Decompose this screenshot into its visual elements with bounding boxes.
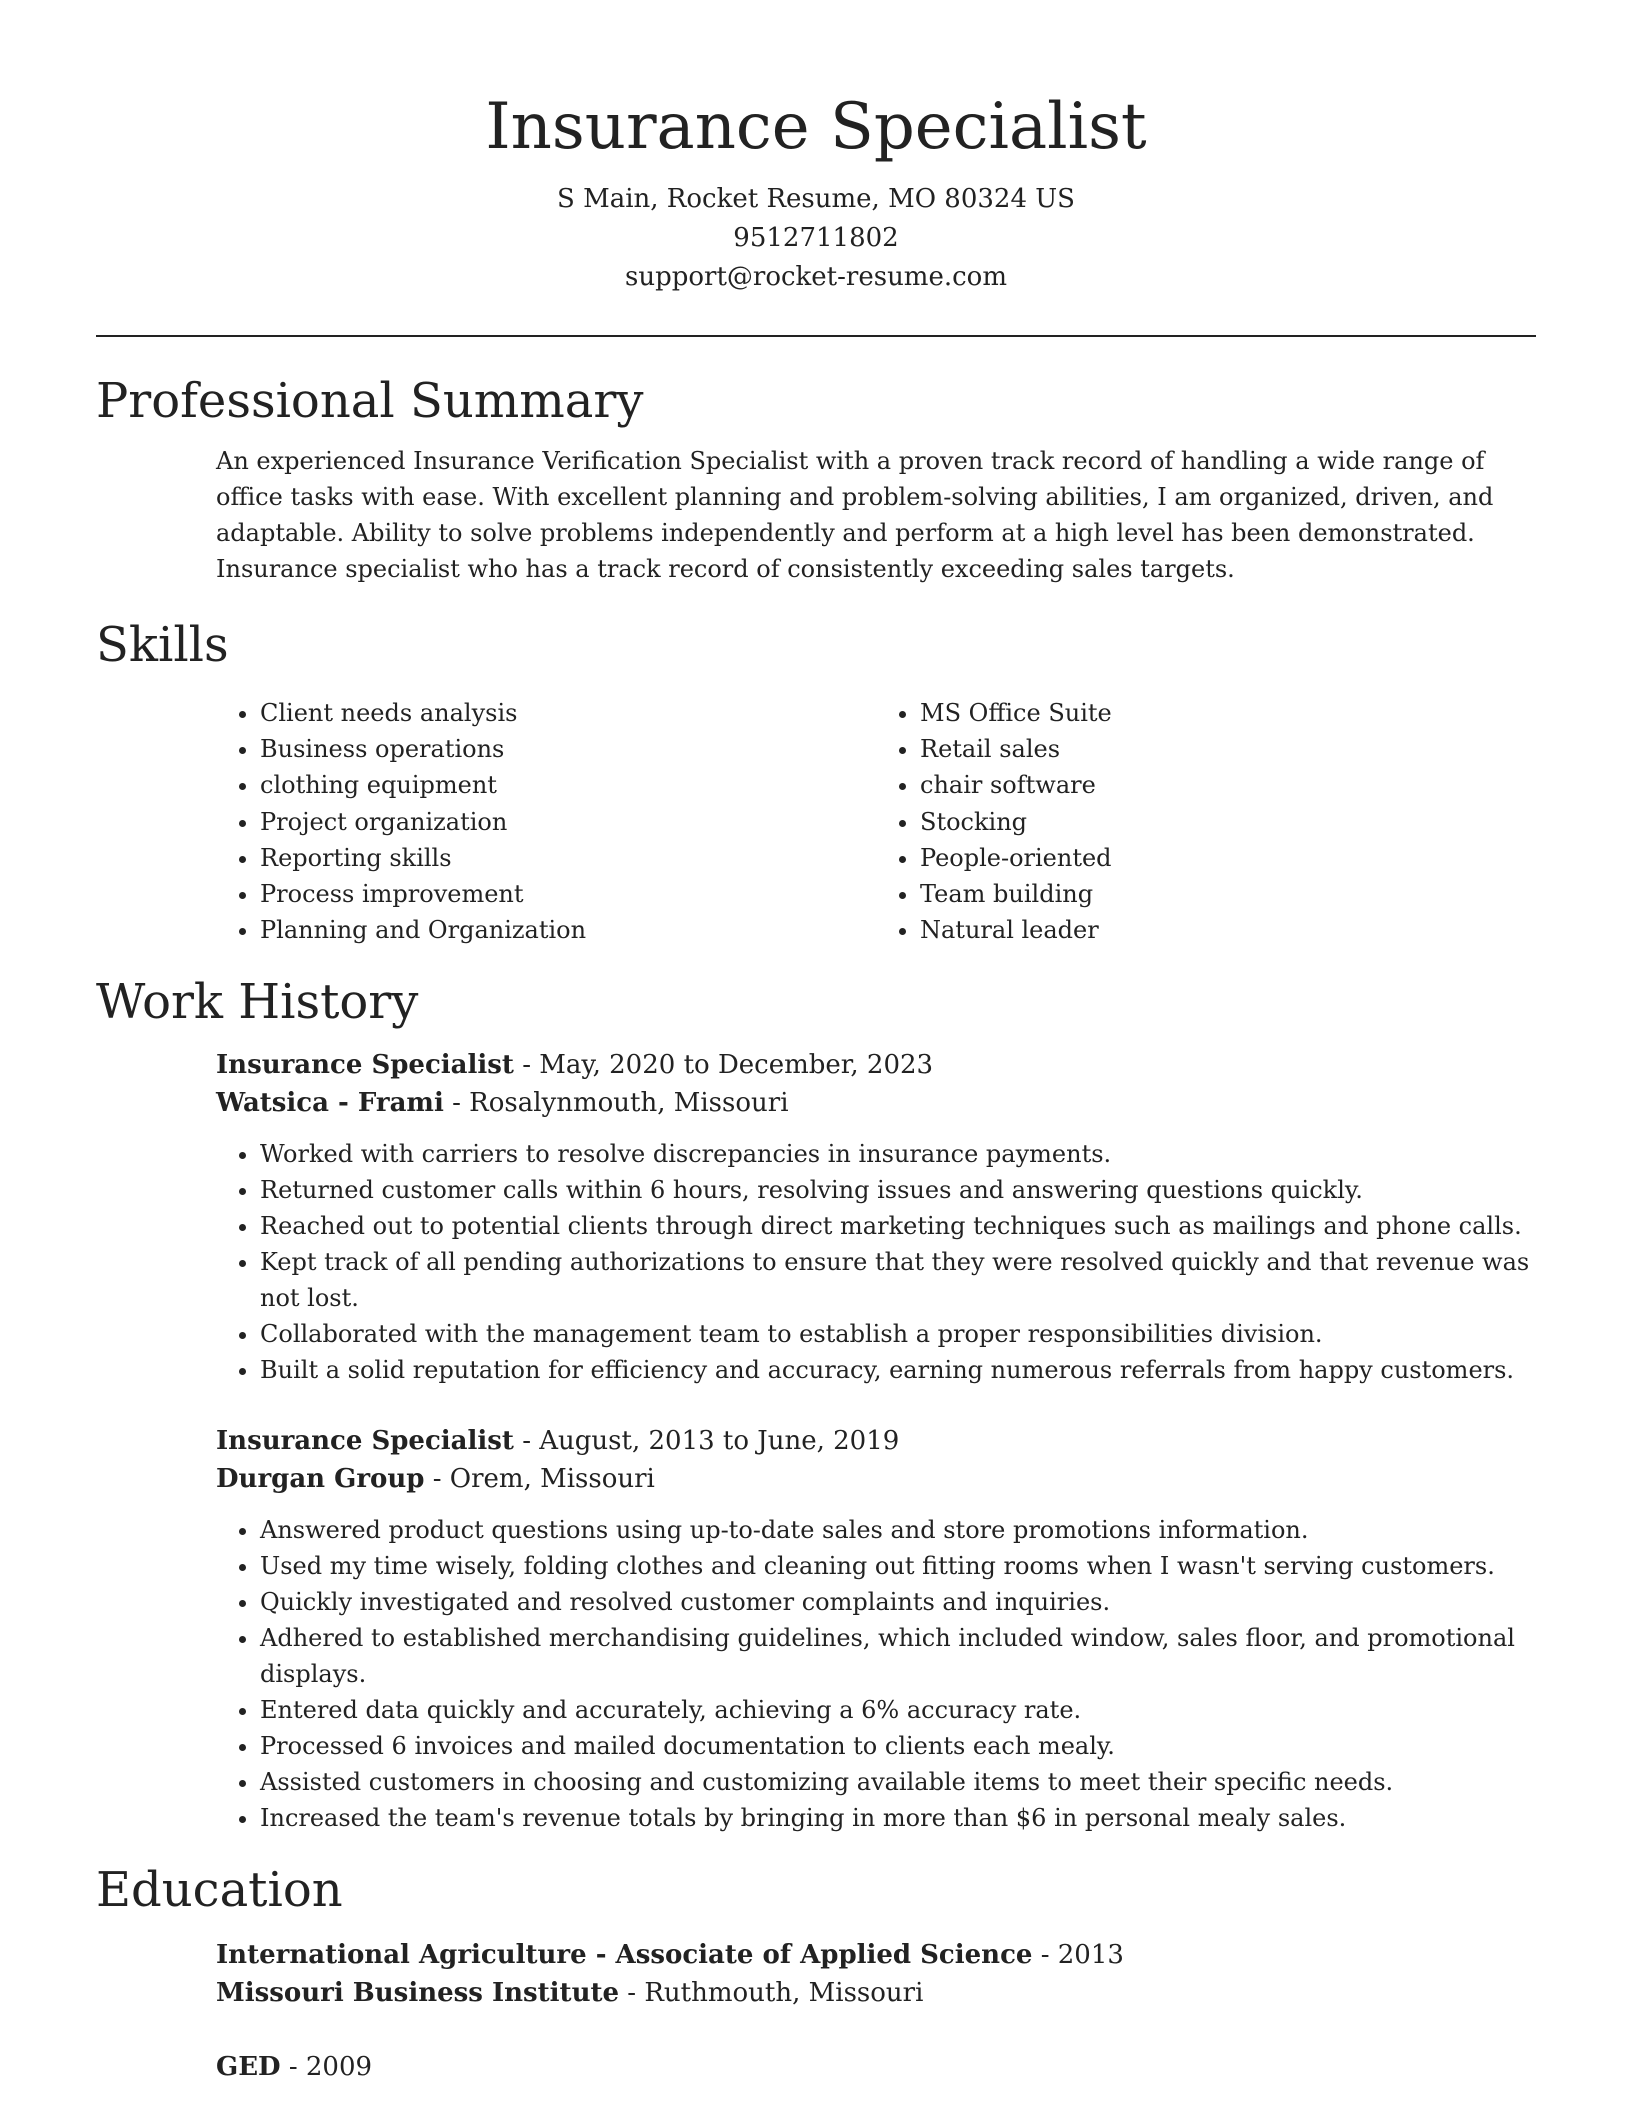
education-school-line	[216, 1974, 1536, 2012]
resume-header	[96, 0, 1536, 297]
job-duties	[216, 1136, 1536, 1388]
job-dates: - May, 2020 to December, 2023	[513, 1050, 934, 1081]
skills-list-right	[876, 695, 1536, 948]
job-company: Watsica - Frami	[216, 1088, 444, 1119]
duty-item: • Adhered to established merchandising guidelines, which included window, sales floor, and promotional displays.	[260, 1620, 1536, 1692]
job-location: - Orem, Missouri	[424, 1464, 655, 1495]
skill-item: • Reporting skills	[260, 840, 876, 876]
duty-item: • Increased the team's revenue totals by bringing in more than $6 in personal mealy sales.	[260, 1800, 1536, 1836]
candidate-name: Insurance Specialist	[485, 90, 1147, 164]
duty-item: • Built a solid reputation for efficiency and accuracy, earning numerous referrals from happy customers.	[260, 1352, 1536, 1388]
skill-item: • Process improvement	[260, 876, 876, 912]
duty-item: • Processed 6 invoices and mailed documentation to clients each mealy.	[260, 1728, 1536, 1764]
skills-list-left	[216, 695, 876, 948]
job-role: Insurance Specialist	[216, 1426, 514, 1457]
skills-columns	[216, 695, 1536, 948]
summary-section	[96, 369, 1536, 587]
duty-item: • Assisted customers in choosing and customizing available items to meet their specific needs.	[260, 1764, 1536, 1800]
phone: 9512711802	[733, 223, 899, 253]
duty-item: • Worked with carriers to resolve discrepancies in insurance payments.	[260, 1136, 1536, 1172]
education-entry	[216, 1936, 1536, 2012]
skills-title: Skills	[96, 617, 229, 673]
duty-item: • Answered product questions using up-to-date sales and store promotions information.	[260, 1512, 1536, 1548]
job-title-line	[216, 1422, 1536, 1460]
work-history-title: Work History	[96, 974, 419, 1031]
job-role: Insurance Specialist	[216, 1050, 514, 1081]
skill-item: • clothing equipment	[260, 767, 876, 803]
summary-text: An experienced Insurance Verification Specialist with a proven track record of handling a wide range of office tasks with ease. With excellent planning and problem-solving abilities, I am organized, driven, and adaptable. Ability to solve problems independently and perform at a high level has been demonstrated. Insurance specialist who has a track record of consistently exceeding sales targets.	[216, 447, 1494, 583]
education-title: Education	[96, 1862, 343, 1919]
job-entry	[216, 1422, 1536, 1498]
skill-item: • People-oriented	[920, 840, 1536, 876]
job-dates: - August, 2013 to June, 2019	[513, 1426, 900, 1457]
duty-item: • Kept track of all pending authorizations to ensure that they were resolved quickly and that revenue was not lost.	[260, 1244, 1536, 1316]
skill-item: • Business operations	[260, 731, 876, 767]
education-school: Missouri Business Institute	[216, 1978, 620, 2009]
education-location: - Ruthmouth, Missouri	[619, 1978, 924, 2009]
skill-item: • Planning and Organization	[260, 912, 876, 948]
education-entry	[216, 2048, 1536, 2086]
header-divider	[96, 335, 1536, 337]
duty-item: • Quickly investigated and resolved customer complaints and inquiries.	[260, 1584, 1536, 1620]
skill-item: • Natural leader	[920, 912, 1536, 948]
duty-item: • Returned customer calls within 6 hours, resolving issues and answering questions quickly.	[260, 1172, 1536, 1208]
skill-item: • Client needs analysis	[260, 695, 876, 731]
job-company-line	[216, 1084, 1536, 1122]
education-year: - 2009	[280, 2052, 373, 2083]
education-section	[96, 1858, 1536, 2086]
duty-item: • Collaborated with the management team to establish a proper responsibilities division.	[260, 1316, 1536, 1352]
job-company-line	[216, 1460, 1536, 1498]
job-company: Durgan Group	[216, 1464, 425, 1495]
skill-item: • Project organization	[260, 804, 876, 840]
job-entry	[216, 1046, 1536, 1122]
duty-item: • Entered data quickly and accurately, achieving a 6% accuracy rate.	[260, 1692, 1536, 1728]
skill-item: • MS Office Suite	[920, 695, 1536, 731]
skill-item: • Stocking	[920, 804, 1536, 840]
summary-title: Professional Summary	[96, 373, 644, 429]
duty-item: • Reached out to potential clients through direct marketing techniques such as mailings and phone calls.	[260, 1208, 1536, 1244]
resume-page	[96, 0, 1536, 2086]
duty-item: • Used my time wisely, folding clothes and cleaning out fitting rooms when I wasn't serving customers.	[260, 1548, 1536, 1584]
skill-item: • Retail sales	[920, 731, 1536, 767]
contact-info	[96, 180, 1536, 297]
education-degree: International Agriculture - Associate of Applied Science	[216, 1940, 1033, 1971]
work-history-section	[96, 970, 1536, 1836]
education-year: - 2013	[1032, 1940, 1124, 1971]
job-duties	[216, 1512, 1536, 1836]
address: S Main, Rocket Resume, MO 80324 US	[557, 184, 1075, 214]
education-degree: GED	[216, 2052, 281, 2083]
email: support@rocket-resume.com	[624, 262, 1007, 292]
education-degree-line	[216, 2048, 1536, 2086]
skills-section	[96, 613, 1536, 948]
skill-item: • Team building	[920, 876, 1536, 912]
skill-item: • chair software	[920, 767, 1536, 803]
job-location: - Rosalynmouth, Missouri	[443, 1088, 789, 1119]
education-degree-line	[216, 1936, 1536, 1974]
job-title-line	[216, 1046, 1536, 1084]
